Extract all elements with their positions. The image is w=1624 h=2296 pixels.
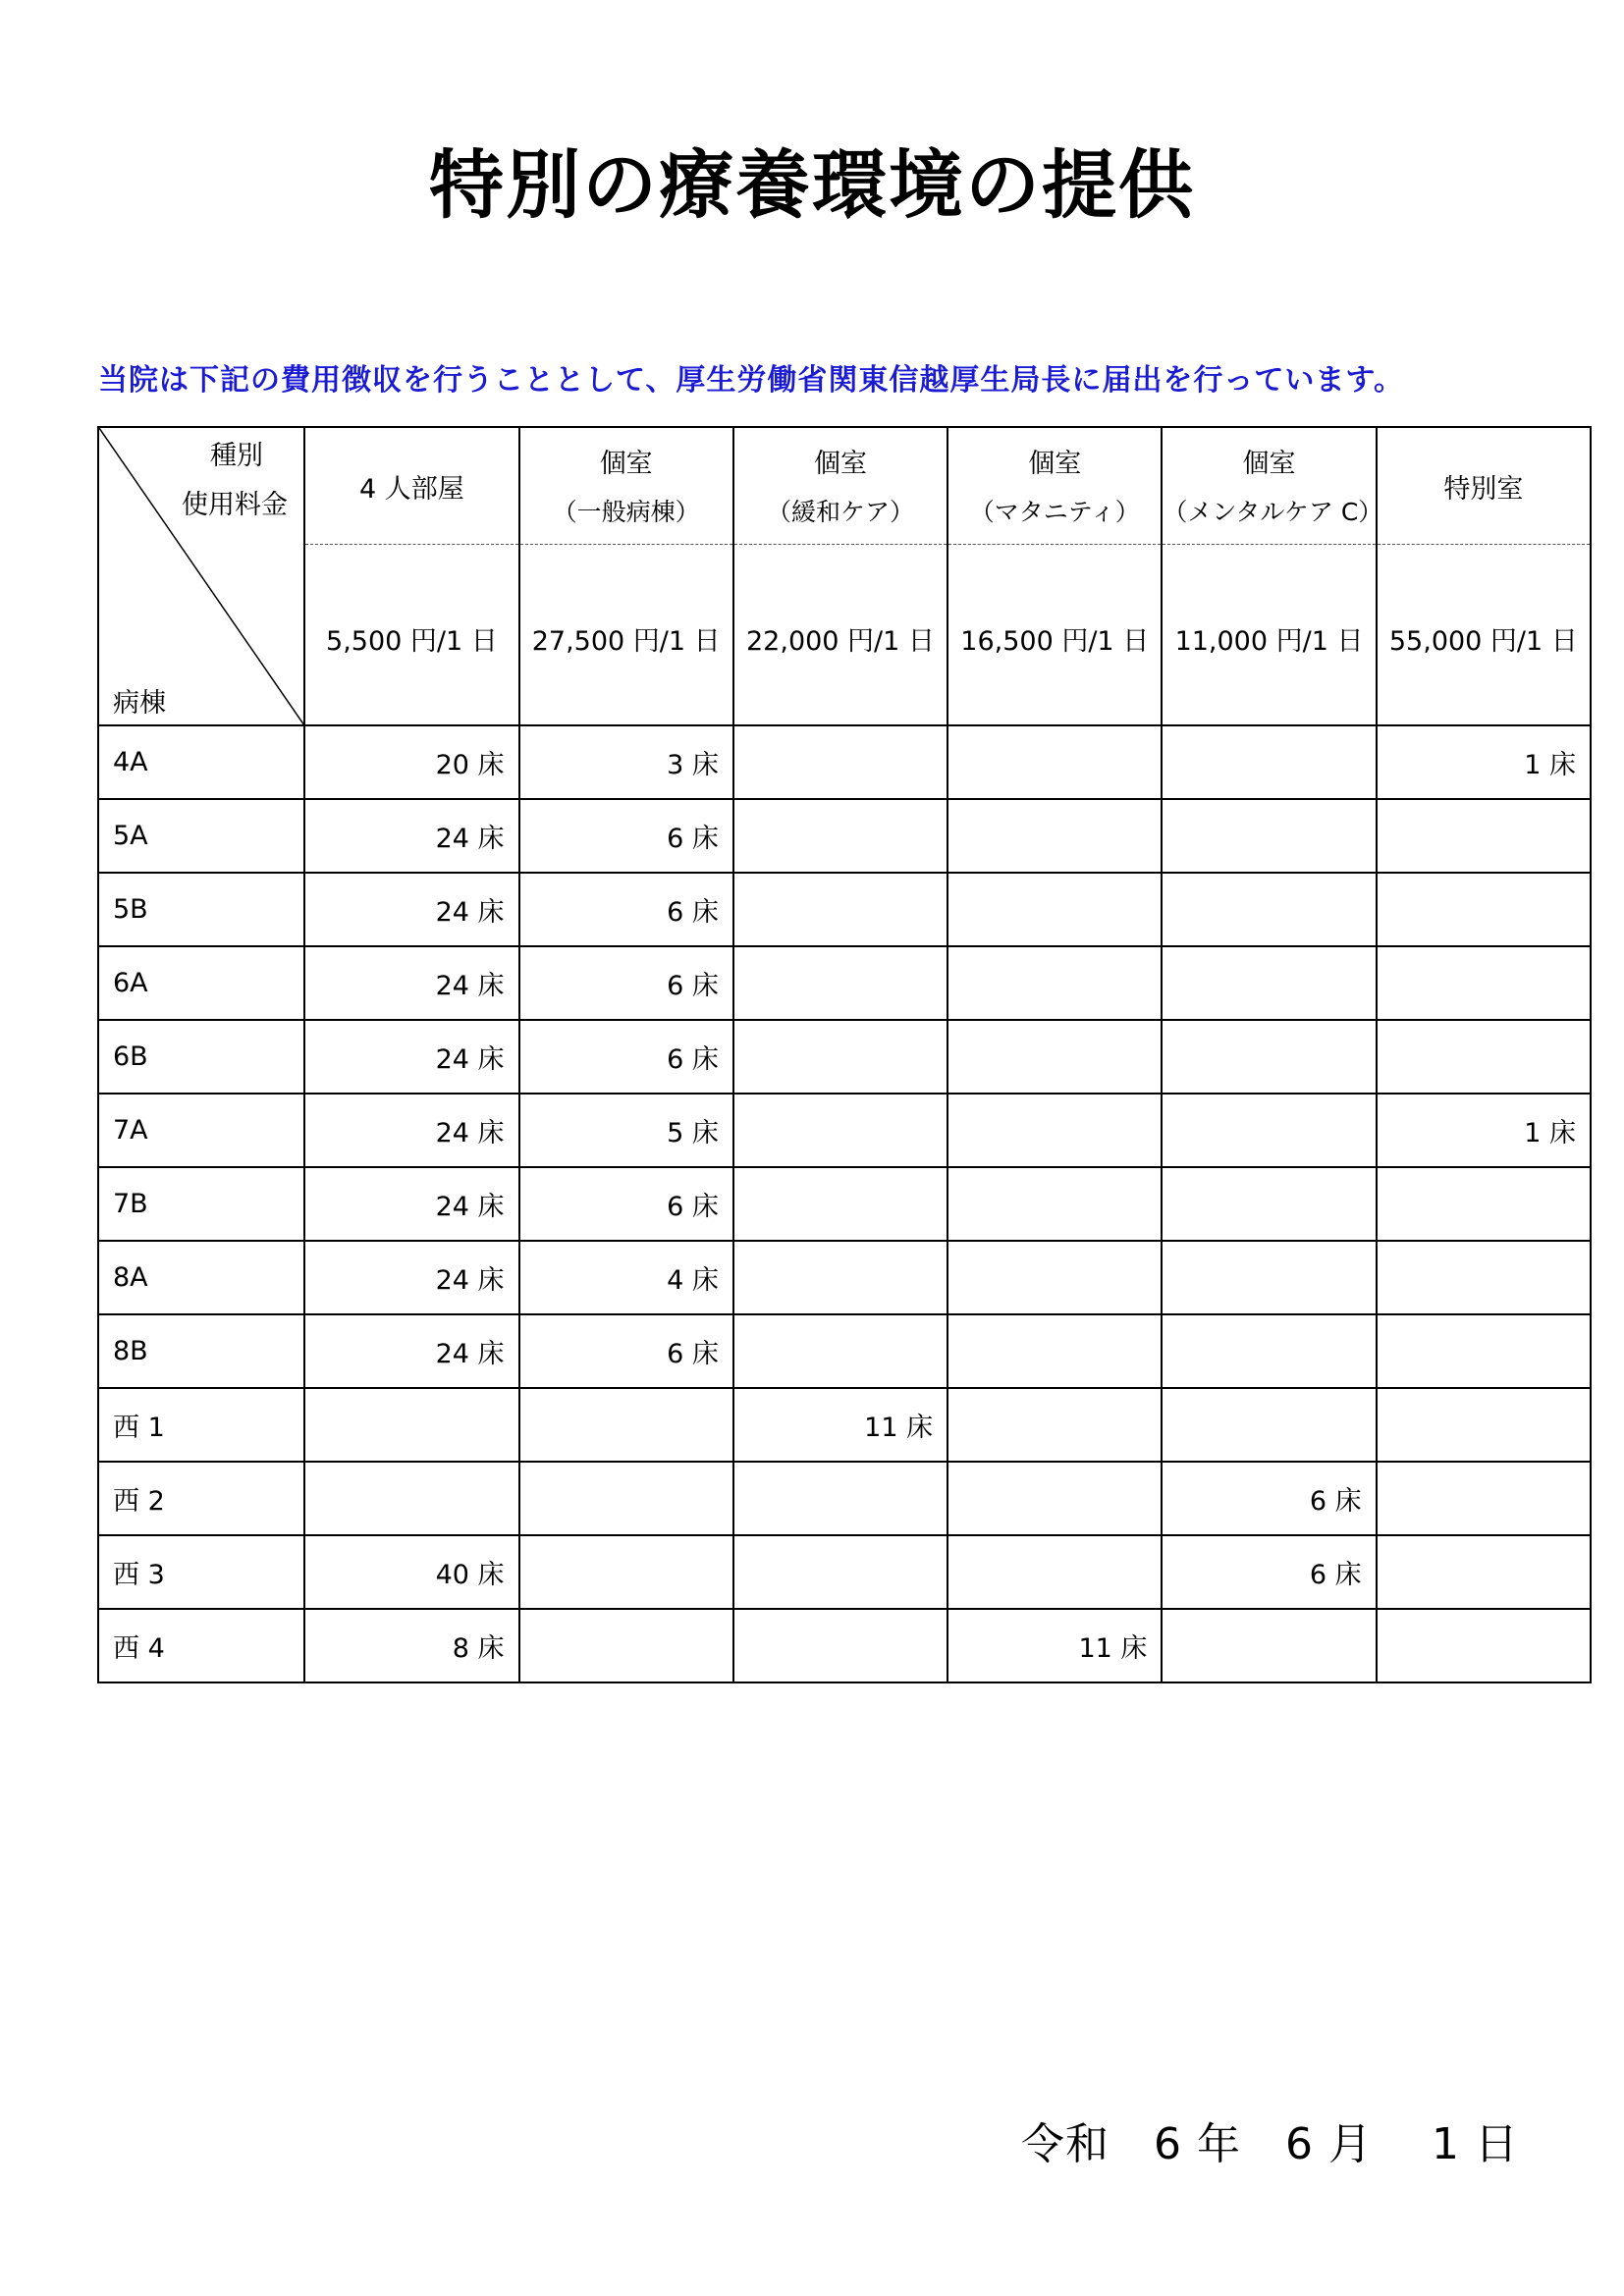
corner-fee-label: 使用料金 [182, 490, 288, 520]
column-price: 11,000 円/1 日 [1174, 626, 1364, 657]
bed-count-cell: 20 床 [304, 725, 518, 799]
table-row [98, 725, 1591, 799]
ward-rows [98, 725, 1591, 1682]
bed-count-cell: 24 床 [304, 873, 518, 946]
bed-count-cell [304, 1388, 518, 1462]
table-row [98, 873, 1591, 946]
ward-name-cell: 8B [98, 1314, 304, 1388]
bed-count-cell [947, 1535, 1162, 1609]
table-row [98, 946, 1591, 1020]
bed-count-cell [1162, 1020, 1376, 1094]
bed-count-cell: 24 床 [304, 1094, 518, 1167]
bed-count-cell: 6 床 [519, 799, 733, 873]
ward-name-cell: 西 2 [98, 1462, 304, 1535]
bed-count-cell [733, 946, 947, 1020]
bed-count-cell: 6 床 [519, 873, 733, 946]
bed-count-cell [947, 1314, 1162, 1388]
bed-count-cell [733, 1462, 947, 1535]
ward-name-cell: 4A [98, 725, 304, 799]
bed-count-cell: 24 床 [304, 1241, 518, 1314]
column-price: 22,000 円/1 日 [746, 626, 935, 657]
column-header-4bed [304, 427, 518, 725]
bed-count-cell: 6 床 [1162, 1462, 1376, 1535]
table-row [98, 1241, 1591, 1314]
bed-count-cell [733, 1094, 947, 1167]
bed-count-cell [733, 1167, 947, 1241]
bed-count-cell [947, 1020, 1162, 1094]
notice-text: 当院は下記の費用徴収を行うこととして、厚生労働省関東信越厚生局長に届出を行っています。 [98, 363, 1404, 398]
ward-name-cell: 5A [98, 799, 304, 873]
bed-count-cell [1162, 1241, 1376, 1314]
corner-cell [98, 427, 304, 725]
table-row [98, 1535, 1591, 1609]
ward-name-cell: 7A [98, 1094, 304, 1167]
bed-count-cell [733, 1535, 947, 1609]
bed-count-cell [947, 1462, 1162, 1535]
bed-count-cell [1162, 873, 1376, 946]
bed-count-cell [1377, 1020, 1591, 1094]
ward-name-cell: 5B [98, 873, 304, 946]
ward-name-cell: 西 4 [98, 1609, 304, 1682]
bed-count-cell: 24 床 [304, 946, 518, 1020]
corner-type-label: 種別 [210, 441, 263, 471]
header-row [98, 427, 1591, 725]
column-subtype-label: （緩和ケア） [766, 498, 914, 526]
bed-count-cell [947, 873, 1162, 946]
bed-count-cell [947, 946, 1162, 1020]
bed-count-cell: 40 床 [304, 1535, 518, 1609]
bed-count-cell [1162, 1609, 1376, 1682]
bed-count-cell [1162, 946, 1376, 1020]
bed-count-cell: 11 床 [733, 1388, 947, 1462]
bed-count-cell [947, 1388, 1162, 1462]
table-row [98, 1094, 1591, 1167]
bed-count-cell [947, 1094, 1162, 1167]
bed-count-cell [304, 1462, 518, 1535]
bed-count-cell [1377, 1388, 1591, 1462]
column-header-private-maternity [947, 427, 1162, 725]
bed-count-cell: 8 床 [304, 1609, 518, 1682]
bed-count-cell [519, 1535, 733, 1609]
bed-count-cell [1162, 1167, 1376, 1241]
table-row [98, 1314, 1591, 1388]
page-title: 特別の療養環境の提供 [429, 141, 1195, 229]
bed-count-cell [1377, 1167, 1591, 1241]
column-type-label: 個室 [1242, 449, 1296, 479]
column-type-label: 特別室 [1443, 474, 1524, 505]
bed-count-cell [733, 1314, 947, 1388]
column-header-private-general [519, 427, 733, 725]
bed-count-cell: 24 床 [304, 1020, 518, 1094]
column-type-label: 個室 [1028, 449, 1082, 479]
column-price: 16,500 円/1 日 [960, 626, 1150, 657]
bed-count-cell [1377, 1535, 1591, 1609]
bed-count-cell [1377, 1314, 1591, 1388]
bed-count-cell [733, 873, 947, 946]
bed-count-cell [947, 799, 1162, 873]
bed-count-cell: 5 床 [519, 1094, 733, 1167]
bed-count-cell [1162, 799, 1376, 873]
bed-count-cell: 1 床 [1377, 725, 1591, 799]
bed-count-cell [1162, 1314, 1376, 1388]
bed-count-cell: 6 床 [519, 1314, 733, 1388]
column-price: 27,500 円/1 日 [531, 626, 721, 657]
column-price: 55,000 円/1 日 [1388, 626, 1578, 657]
column-subtype-label: （マタニティ） [969, 498, 1140, 526]
table-row [98, 1167, 1591, 1241]
column-type-label: 個室 [599, 449, 653, 479]
bed-count-cell: 24 床 [304, 1167, 518, 1241]
table-row [98, 1609, 1591, 1682]
bed-count-cell [947, 725, 1162, 799]
ward-name-cell: 西 1 [98, 1388, 304, 1462]
column-header-private-palliative [733, 427, 947, 725]
bed-count-cell [1162, 725, 1376, 799]
ward-name-cell: 8A [98, 1241, 304, 1314]
bed-count-cell [1377, 1241, 1591, 1314]
table-row [98, 799, 1591, 873]
bed-count-cell [733, 1609, 947, 1682]
column-header-special-room [1377, 427, 1591, 725]
bed-count-cell [733, 799, 947, 873]
column-type-label: 4 人部屋 [359, 474, 464, 505]
bed-count-cell [519, 1462, 733, 1535]
corner-diagonal-line [99, 428, 303, 724]
bed-count-cell: 6 床 [519, 946, 733, 1020]
bed-count-cell [1162, 1388, 1376, 1462]
bed-count-cell [1377, 1462, 1591, 1535]
issue-date: 令和 6 年 6 月 1 日 [1021, 2119, 1519, 2169]
bed-count-cell [1377, 873, 1591, 946]
bed-count-cell: 6 床 [519, 1167, 733, 1241]
bed-count-cell: 24 床 [304, 799, 518, 873]
bed-count-cell [733, 1020, 947, 1094]
table-row [98, 1020, 1591, 1094]
bed-count-cell: 11 床 [947, 1609, 1162, 1682]
column-type-label: 個室 [813, 449, 867, 479]
bed-count-cell [947, 1167, 1162, 1241]
ward-name-cell: 6A [98, 946, 304, 1020]
bed-count-cell [1377, 799, 1591, 873]
bed-count-cell: 6 床 [1162, 1535, 1376, 1609]
column-header-private-mental-care [1162, 427, 1383, 725]
bed-count-cell [733, 725, 947, 799]
corner-ward-label: 病棟 [113, 688, 166, 719]
bed-count-cell: 6 床 [519, 1020, 733, 1094]
column-subtype-label: （メンタルケア C） [1163, 498, 1383, 526]
bed-count-cell [519, 1609, 733, 1682]
column-subtype-label: （一般病棟） [552, 498, 700, 526]
ward-name-cell: 7B [98, 1167, 304, 1241]
fee-table [97, 426, 1592, 1683]
bed-count-cell [733, 1241, 947, 1314]
ward-name-cell: 6B [98, 1020, 304, 1094]
bed-count-cell: 4 床 [519, 1241, 733, 1314]
column-price: 5,500 円/1 日 [326, 626, 498, 657]
bed-count-cell [519, 1388, 733, 1462]
bed-count-cell: 3 床 [519, 725, 733, 799]
bed-count-cell [1162, 1094, 1376, 1167]
ward-name-cell: 西 3 [98, 1535, 304, 1609]
bed-count-cell: 24 床 [304, 1314, 518, 1388]
bed-count-cell [1377, 946, 1591, 1020]
table-row [98, 1388, 1591, 1462]
bed-count-cell [947, 1241, 1162, 1314]
bed-count-cell [1377, 1609, 1591, 1682]
table-row [98, 1462, 1591, 1535]
bed-count-cell: 1 床 [1377, 1094, 1591, 1167]
